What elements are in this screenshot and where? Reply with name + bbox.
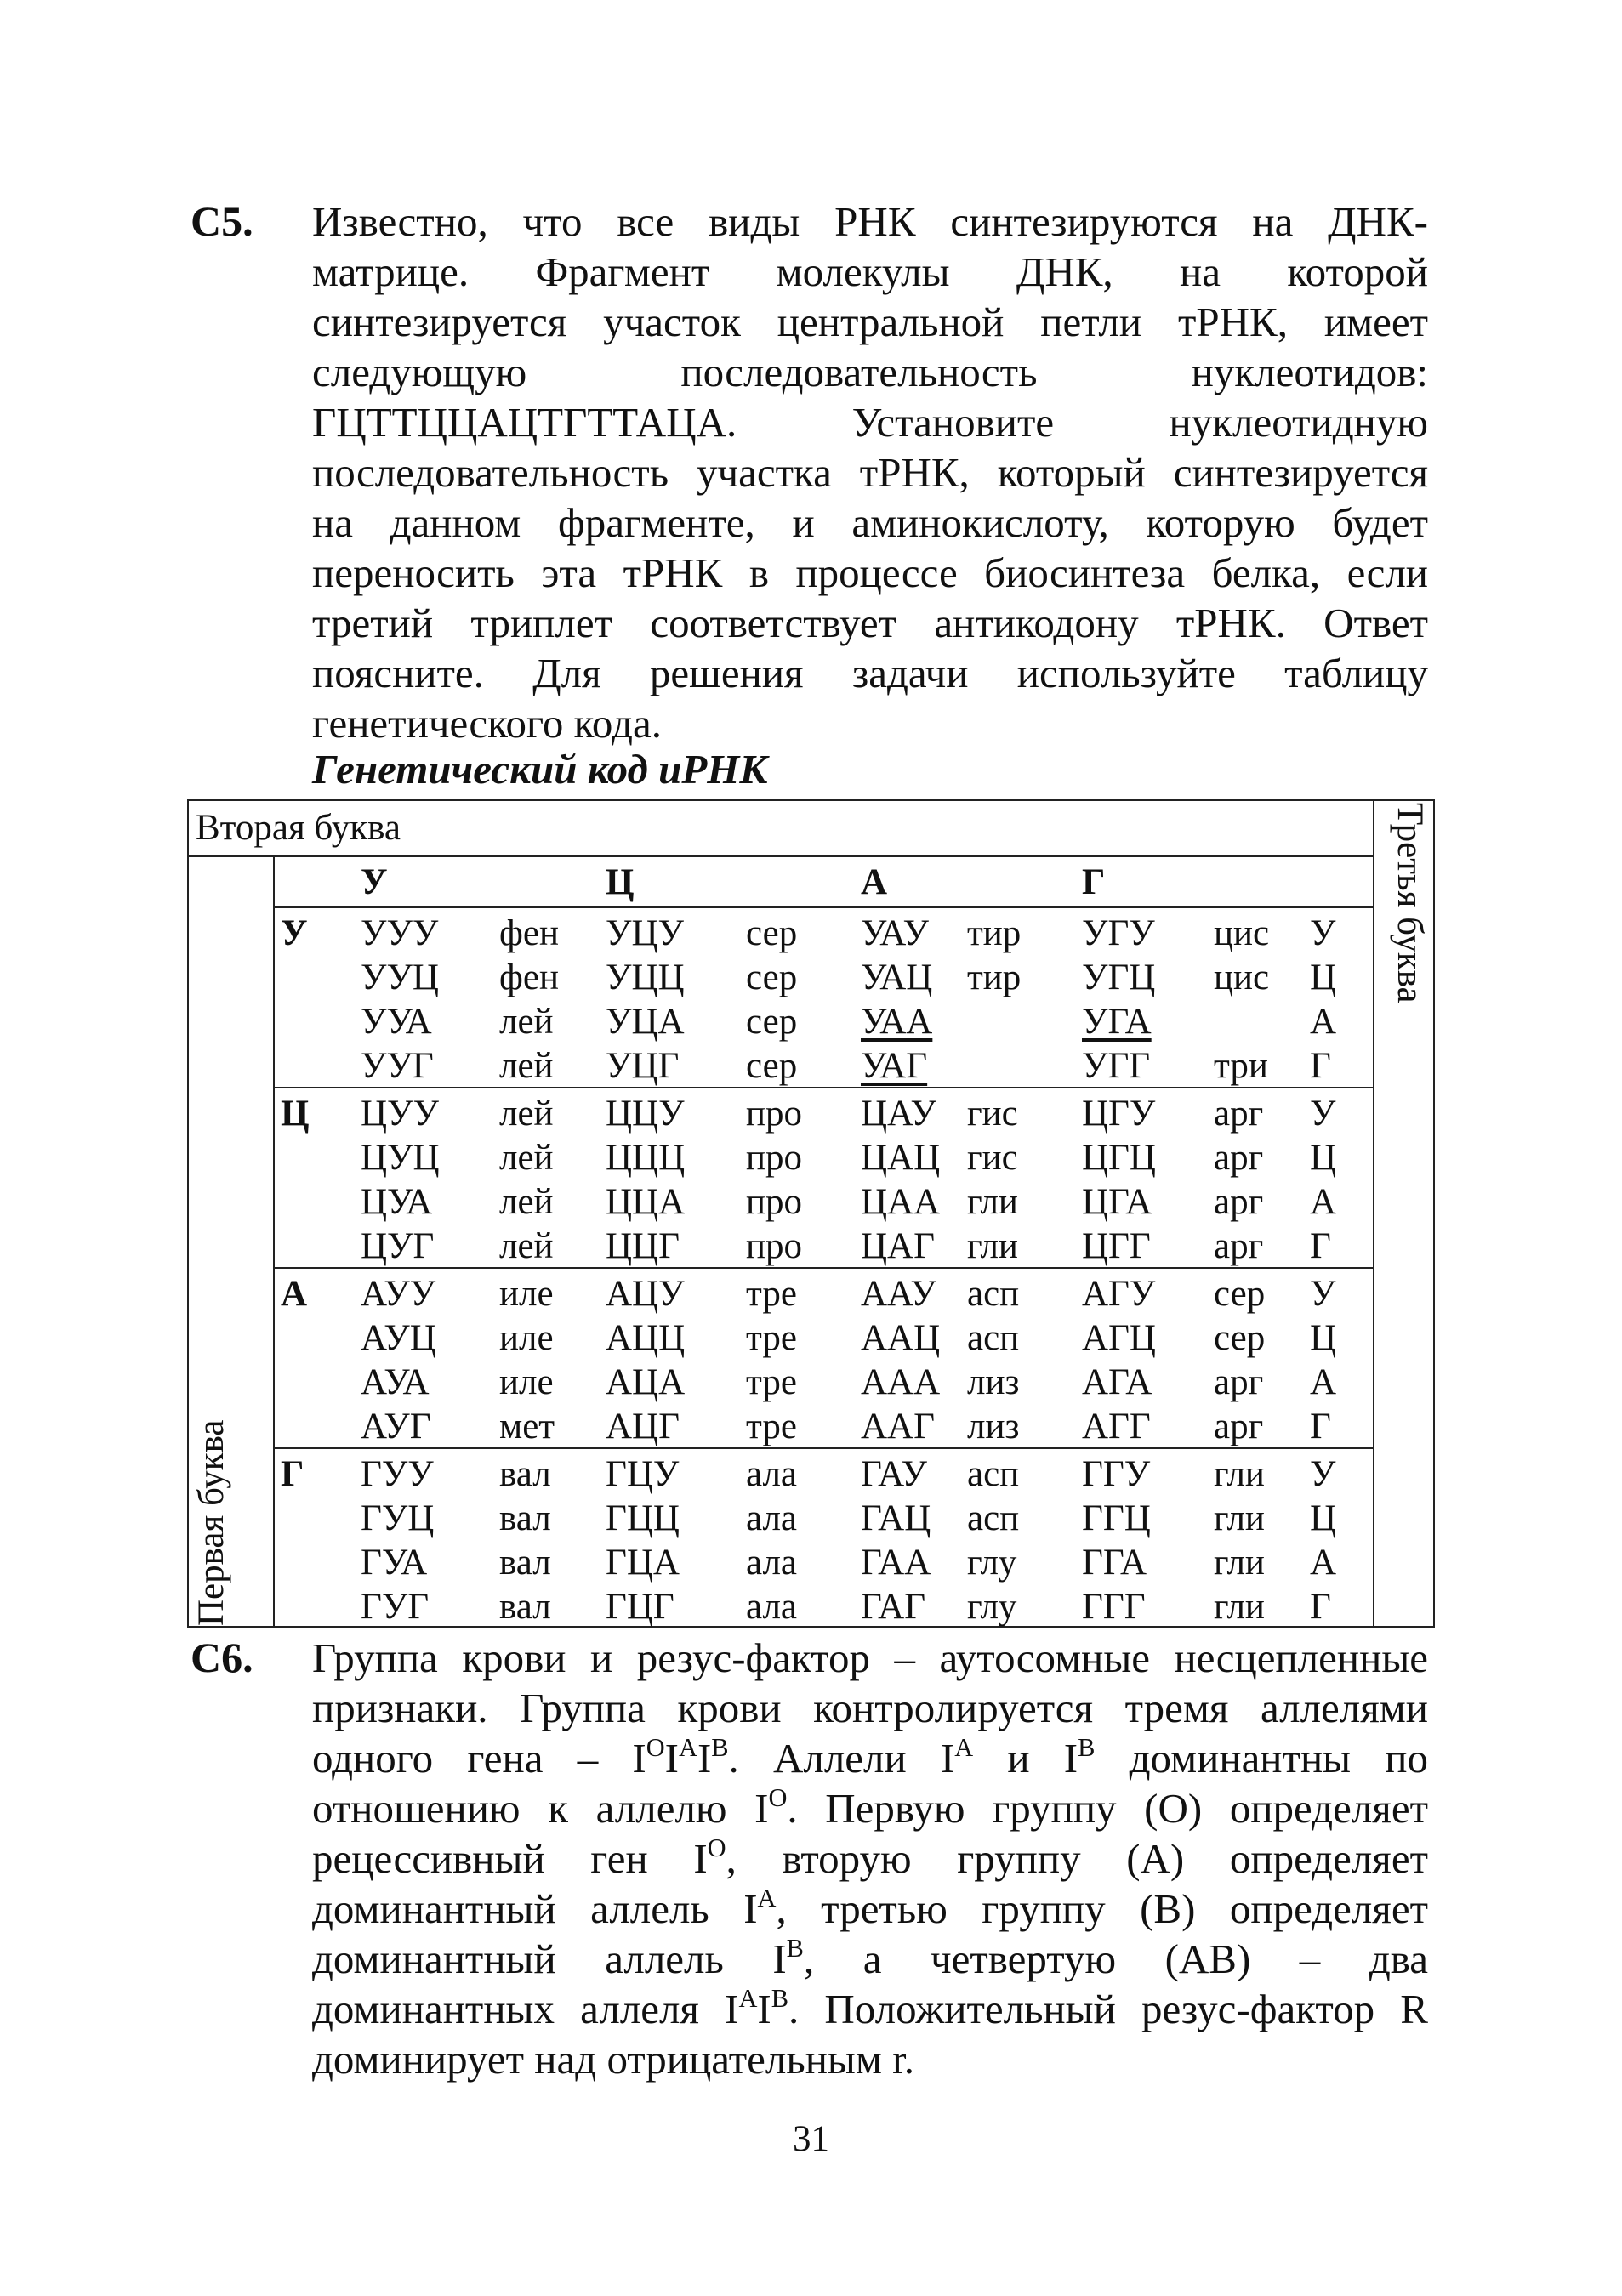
amino-acid-cell: про xyxy=(746,1182,803,1222)
third-letter-cell: А xyxy=(1310,1362,1337,1402)
amino-acid-cell: арг xyxy=(1214,1094,1264,1134)
codon-cell: ГАА xyxy=(861,1543,931,1583)
task-c5-text xyxy=(312,196,1428,748)
amino-acid-cell: лей xyxy=(499,1138,554,1178)
text-line: доминирует над отрицательным r. xyxy=(312,2036,914,2083)
codon-cell: ГУА xyxy=(361,1543,428,1583)
text-line: третий триплет соответствует антикодону тРНК. Ответ xyxy=(312,600,1428,646)
text-line: следующую последовательность нуклеотидов: xyxy=(312,349,1428,395)
amino-acid-cell: иле xyxy=(499,1318,554,1358)
codon-cell: АУУ xyxy=(361,1274,436,1314)
codon-cell: ААА xyxy=(861,1362,941,1402)
amino-acid-cell: лей xyxy=(499,1002,554,1042)
allele-superscript: O xyxy=(707,1833,726,1863)
amino-acid-cell: асп xyxy=(967,1498,1020,1538)
amino-acid-cell: гли xyxy=(967,1182,1018,1222)
amino-acid-cell: тре xyxy=(746,1407,797,1446)
text-run: I xyxy=(664,1735,679,1782)
codon-cell: ААУ xyxy=(861,1274,936,1314)
text-run: и I xyxy=(973,1735,1078,1782)
codon-cell: ГЦЦ xyxy=(606,1498,680,1538)
text-run: . Аллели I xyxy=(728,1735,955,1782)
third-letter-cell: Ц xyxy=(1310,1498,1337,1538)
text-run: I xyxy=(757,1986,771,2032)
amino-acid-cell: асп xyxy=(967,1454,1020,1494)
amino-acid-cell: гис xyxy=(967,1094,1018,1134)
amino-acid-cell: сер xyxy=(746,913,798,953)
codon-cell: ГГУ xyxy=(1082,1454,1151,1494)
page-number: 31 xyxy=(793,2119,829,2159)
text-line: Группа крови и резус-фактор – аутосомные несцепленные xyxy=(312,1634,1428,1681)
amino-acid-cell: ала xyxy=(746,1543,798,1583)
codon-cell: ЦЦУ xyxy=(606,1094,685,1134)
amino-acid-cell: сер xyxy=(746,1002,798,1042)
amino-acid-cell: гис xyxy=(967,1138,1018,1178)
amino-acid-cell: цис xyxy=(1214,913,1270,953)
third-letter-cell: Г xyxy=(1310,1226,1331,1266)
codon-cell: УАА xyxy=(861,1002,933,1042)
genetic-code-table xyxy=(187,799,1435,1628)
amino-acid-cell: цис xyxy=(1214,958,1270,997)
codon-cell: ЦГУ xyxy=(1082,1094,1156,1134)
amino-acid-cell: вал xyxy=(499,1498,551,1538)
second-letter-0: У xyxy=(361,862,388,902)
amino-acid-cell: тре xyxy=(746,1318,797,1358)
text-line: матрице. Фрагмент молекулы ДНК, на которой xyxy=(312,248,1428,295)
amino-acid-cell: иле xyxy=(499,1274,554,1314)
codon-cell: УУЦ xyxy=(361,958,439,997)
codon-cell: ГЦУ xyxy=(606,1454,680,1494)
text-run: I xyxy=(697,1735,712,1782)
codon-cell: ЦАГ xyxy=(861,1226,935,1266)
allele-superscript: O xyxy=(768,1783,788,1813)
table-rule xyxy=(1373,801,1374,1626)
amino-acid-cell: тир xyxy=(967,913,1022,953)
codon-cell: УГА xyxy=(1082,1002,1152,1042)
table-rule xyxy=(273,906,1373,908)
codon-cell: ГГА xyxy=(1082,1543,1147,1583)
text-line: синтезируется участок центральной петли тРНК, имеет xyxy=(312,298,1428,345)
codon-cell: ГУУ xyxy=(361,1454,434,1494)
amino-acid-cell: тир xyxy=(967,958,1022,997)
codon-cell: УАУ xyxy=(861,913,929,953)
codon-cell: ЦУЦ xyxy=(361,1138,440,1178)
task-c6-text xyxy=(312,1633,1428,2084)
amino-acid-cell: лиз xyxy=(967,1362,1020,1402)
amino-acid-cell: три xyxy=(1214,1046,1268,1086)
amino-acid-cell: арг xyxy=(1214,1362,1264,1402)
amino-acid-cell: гли xyxy=(1214,1587,1265,1627)
allele-superscript: B xyxy=(771,1984,788,2014)
codon-cell: ААЦ xyxy=(861,1318,941,1358)
codon-cell: ЦАА xyxy=(861,1182,941,1222)
text-line xyxy=(312,1984,1428,2034)
third-letter-cell: Г xyxy=(1310,1046,1331,1086)
third-letter-cell: У xyxy=(1310,1094,1336,1134)
amino-acid-cell: ала xyxy=(746,1454,798,1494)
codon-cell: ГЦА xyxy=(606,1543,680,1583)
amino-acid-cell: гли xyxy=(967,1226,1018,1266)
text-line: на данном фрагменте, и аминокислоту, которую будет xyxy=(312,499,1428,546)
second-letter-1: Ц xyxy=(606,862,635,902)
text-run: , а четвертую (АВ) – два xyxy=(803,1935,1428,1982)
codon-cell: УГЦ xyxy=(1082,958,1156,997)
third-letter-cell: А xyxy=(1310,1182,1337,1222)
codon-cell: ЦГА xyxy=(1082,1182,1152,1222)
amino-acid-cell: фен xyxy=(499,913,559,953)
first-letter-cell: У xyxy=(281,913,308,953)
text-line: признаки. Группа крови контролируется тремя аллелями xyxy=(312,1685,1428,1731)
codon-cell: АУГ xyxy=(361,1407,431,1446)
text-run: рецессивный ген I xyxy=(312,1835,708,1882)
codon-cell: УГГ xyxy=(1082,1046,1151,1086)
third-letter-cell: У xyxy=(1310,913,1336,953)
codon-cell: АГА xyxy=(1082,1362,1152,1402)
text-run: доминантных аллеля I xyxy=(312,1986,739,2032)
text-run: доминантный аллель I xyxy=(312,1885,758,1932)
first-letter-cell: Ц xyxy=(281,1094,310,1134)
codon-cell: УГУ xyxy=(1082,913,1155,953)
codon-cell: УУУ xyxy=(361,913,439,953)
text-run: . Положительный резус-фактор R xyxy=(788,1986,1428,2032)
amino-acid-cell: арг xyxy=(1214,1407,1264,1446)
text-line: ГЦТТЦЦАЦТГТТАЦА. Установите нуклеотидную xyxy=(312,399,1428,446)
amino-acid-cell: про xyxy=(746,1226,803,1266)
codon-cell: ЦУГ xyxy=(361,1226,435,1266)
table-rule xyxy=(273,1447,1373,1449)
allele-superscript: B xyxy=(1078,1733,1096,1763)
codon-cell: ЦЦЦ xyxy=(606,1138,686,1178)
text-run: доминантны по xyxy=(1095,1735,1429,1782)
amino-acid-cell: вал xyxy=(499,1543,551,1583)
task-c5-number: С5. xyxy=(191,197,253,245)
amino-acid-cell: фен xyxy=(499,958,559,997)
allele-superscript: A xyxy=(679,1733,697,1763)
text-run: доминантный аллель I xyxy=(312,1935,787,1982)
amino-acid-cell: ала xyxy=(746,1498,798,1538)
amino-acid-cell: сер xyxy=(1214,1318,1266,1358)
second-letter-2: А xyxy=(861,862,888,902)
codon-cell: ГАГ xyxy=(861,1587,926,1627)
amino-acid-cell: мет xyxy=(499,1407,555,1446)
amino-acid-cell: сер xyxy=(1214,1274,1266,1314)
table-rule xyxy=(273,1087,1373,1088)
codon-cell: ГАЦ xyxy=(861,1498,931,1538)
allele-superscript: A xyxy=(738,1984,758,2014)
text-line xyxy=(312,1884,1428,1934)
amino-acid-cell: гли xyxy=(1214,1543,1265,1583)
codon-cell: АЦГ xyxy=(606,1407,680,1446)
allele-superscript: O xyxy=(646,1733,665,1763)
amino-acid-cell: гли xyxy=(1214,1454,1265,1494)
third-letter-cell: Ц xyxy=(1310,958,1337,997)
codon-cell: АЦЦ xyxy=(606,1318,686,1358)
text-run: одного гена – I xyxy=(312,1735,646,1782)
text-run: отношению к аллелю I xyxy=(312,1785,769,1832)
amino-acid-cell: вал xyxy=(499,1587,551,1627)
table-rule xyxy=(189,855,1373,857)
amino-acid-cell: сер xyxy=(746,958,798,997)
amino-acid-cell: про xyxy=(746,1138,803,1178)
amino-acid-cell: глу xyxy=(967,1587,1017,1627)
amino-acid-cell: лей xyxy=(499,1094,554,1134)
amino-acid-cell: лиз xyxy=(967,1407,1020,1446)
codon-cell: ЦУА xyxy=(361,1182,433,1222)
text-run: , третью группу (В) определяет xyxy=(776,1885,1429,1932)
codon-cell: ГЦГ xyxy=(606,1587,674,1627)
codon-cell: УУГ xyxy=(361,1046,434,1086)
amino-acid-cell: сер xyxy=(746,1046,798,1086)
amino-acid-cell: ала xyxy=(746,1587,798,1627)
amino-acid-cell: асп xyxy=(967,1318,1020,1358)
amino-acid-cell: арг xyxy=(1214,1138,1264,1178)
third-letter-cell: Ц xyxy=(1310,1318,1337,1358)
text-line: переносить эта тРНК в процессе биосинтеза белка, если xyxy=(312,549,1428,596)
third-letter-cell: Г xyxy=(1310,1587,1331,1627)
text-run: . Первую группу (О) определяет xyxy=(787,1785,1428,1832)
codon-cell: УЦЦ xyxy=(606,958,685,997)
text-line: Известно, что все виды РНК синтезируются на ДНК- xyxy=(312,198,1428,245)
codon-cell: ГГЦ xyxy=(1082,1498,1151,1538)
third-letter-label: Третья буква xyxy=(1390,803,1430,1003)
allele-superscript: A xyxy=(757,1884,777,1913)
codon-cell: ЦАЦ xyxy=(861,1138,941,1178)
text-line xyxy=(312,1733,1428,1783)
text-line xyxy=(312,1833,1428,1884)
codon-cell: ЦАУ xyxy=(861,1094,936,1134)
codon-cell: УАГ xyxy=(861,1046,928,1086)
codon-cell: АУЦ xyxy=(361,1318,436,1358)
codon-cell: ЦУУ xyxy=(361,1094,439,1134)
codon-cell: ГАУ xyxy=(861,1454,927,1494)
codon-cell: ЦГГ xyxy=(1082,1226,1151,1266)
amino-acid-cell: лей xyxy=(499,1046,554,1086)
codon-cell: УУА xyxy=(361,1002,432,1042)
codon-cell: ААГ xyxy=(861,1407,935,1446)
amino-acid-cell: асп xyxy=(967,1274,1020,1314)
third-letter-cell: У xyxy=(1310,1454,1336,1494)
codon-cell: АГУ xyxy=(1082,1274,1156,1314)
amino-acid-cell: арг xyxy=(1214,1226,1264,1266)
codon-cell: АГЦ xyxy=(1082,1318,1156,1358)
amino-acid-cell: тре xyxy=(746,1362,797,1402)
codon-cell: ГУГ xyxy=(361,1587,430,1627)
task-c6-number: С6. xyxy=(191,1634,253,1681)
text-run: , вторую группу (А) определяет xyxy=(726,1835,1429,1882)
amino-acid-cell: тре xyxy=(746,1274,797,1314)
table-rule xyxy=(273,1267,1373,1269)
allele-superscript: A xyxy=(954,1733,974,1763)
first-letter-label: Первая буква xyxy=(191,1419,231,1626)
second-letter-label: Вторая буква xyxy=(196,808,401,848)
third-letter-cell: Г xyxy=(1310,1407,1331,1446)
amino-acid-cell: про xyxy=(746,1094,803,1134)
third-letter-cell: У xyxy=(1310,1274,1336,1314)
codon-cell: АЦУ xyxy=(606,1274,685,1314)
text-line: последовательность участка тРНК, который синтезируется xyxy=(312,449,1428,496)
first-letter-cell: А xyxy=(281,1274,308,1314)
second-letter-3: Г xyxy=(1082,862,1106,902)
amino-acid-cell: лей xyxy=(499,1182,554,1222)
amino-acid-cell: лей xyxy=(499,1226,554,1266)
text-line: генетического кода. xyxy=(312,700,662,747)
amino-acid-cell: гли xyxy=(1214,1498,1265,1538)
text-line xyxy=(312,1783,1428,1833)
allele-superscript: B xyxy=(786,1934,804,1964)
text-line: поясните. Для решения задачи используйте таблицу xyxy=(312,650,1428,696)
codon-cell: АЦА xyxy=(606,1362,686,1402)
codon-cell: АГГ xyxy=(1082,1407,1151,1446)
third-letter-cell: Ц xyxy=(1310,1138,1337,1178)
codon-cell: АУА xyxy=(361,1362,430,1402)
codon-cell: УАЦ xyxy=(861,958,933,997)
codon-cell: ЦГЦ xyxy=(1082,1138,1156,1178)
codon-cell: ГУЦ xyxy=(361,1498,435,1538)
third-letter-cell: А xyxy=(1310,1002,1337,1042)
amino-acid-cell: иле xyxy=(499,1362,554,1402)
third-letter-cell: А xyxy=(1310,1543,1337,1583)
codon-cell: ЦЦГ xyxy=(606,1226,680,1266)
first-letter-cell: Г xyxy=(281,1454,304,1494)
codon-cell: ЦЦА xyxy=(606,1182,686,1222)
codon-cell: ГГГ xyxy=(1082,1587,1146,1627)
genetic-code-title: Генетический код иРНК xyxy=(312,746,768,793)
amino-acid-cell: арг xyxy=(1214,1182,1264,1222)
codon-cell: УЦУ xyxy=(606,913,684,953)
codon-cell: УЦА xyxy=(606,1002,685,1042)
codon-cell: УЦГ xyxy=(606,1046,680,1086)
table-rule xyxy=(273,855,275,1626)
amino-acid-cell: глу xyxy=(967,1543,1017,1583)
allele-superscript: B xyxy=(711,1733,729,1763)
text-line xyxy=(312,1934,1428,1984)
amino-acid-cell: вал xyxy=(499,1454,551,1494)
